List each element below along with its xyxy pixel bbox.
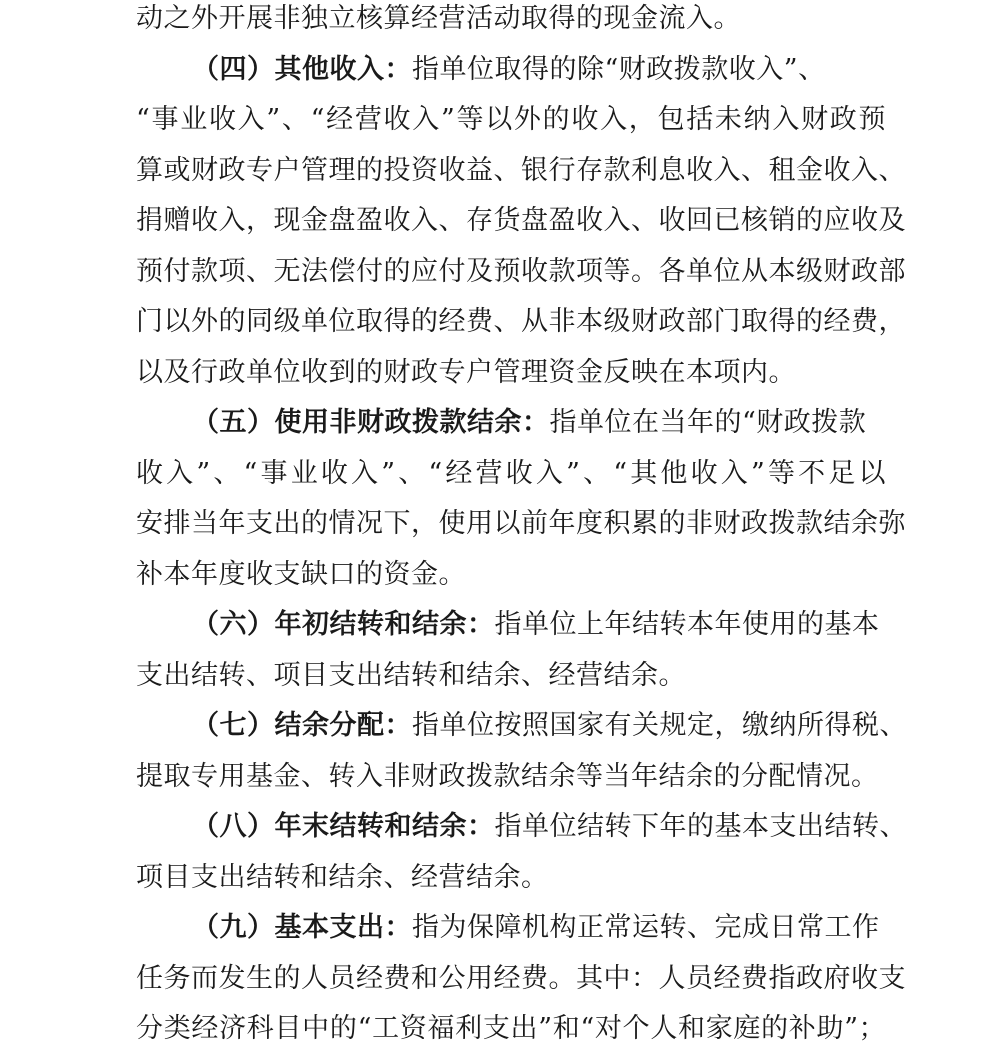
- text-line: [136, 1012, 886, 1046]
- section-heading: （六）年初结转和结余：: [192, 609, 495, 640]
- line-text: 分类经济科目中的“工资福利支出”和“对个人和家庭的补助”；: [136, 1013, 886, 1044]
- text-line: [136, 659, 686, 693]
- line-text: 指单位结转下年的基本支出结转、: [494, 811, 907, 842]
- line-text: 补本年度收支缺口的资金。: [136, 559, 466, 590]
- text-line: [136, 2, 741, 36]
- section-heading-line: [192, 810, 907, 844]
- section-heading: （七）结余分配：: [192, 710, 412, 741]
- section-heading-line: [192, 709, 907, 743]
- line-text: 门以外的同级单位取得的经费、从非本级财政部门取得的经费，: [136, 306, 906, 337]
- section-heading: （五）使用非财政拨款结余：: [192, 407, 550, 438]
- line-text: 项目支出结转和结余、经营结余。: [136, 862, 549, 893]
- line-text: 指单位在当年的“财政拨款: [549, 407, 867, 438]
- text-line: [136, 305, 906, 339]
- section-heading-line: [192, 608, 880, 642]
- text-line: [136, 204, 906, 238]
- text-line: [136, 154, 906, 188]
- line-text: 任务而发生的人员经费和公用经费。其中：人员经费指政府收支: [136, 963, 906, 994]
- line-text: 捐赠收入，现金盘盈收入、存货盘盈收入、收回已核销的应收及: [136, 205, 906, 236]
- line-text: 收入”、“事业收入”、“经营收入”、“其他收入”等不足以: [136, 458, 886, 489]
- section-heading-line: [192, 406, 866, 440]
- line-text: 指单位取得的除“财政拨款收入”、: [412, 54, 826, 85]
- line-text: 动之外开展非独立核算经营活动取得的现金流入。: [136, 3, 741, 34]
- text-line: [136, 255, 906, 289]
- line-text: 以及行政单位收到的财政专户管理资金反映在本项内。: [136, 357, 796, 388]
- text-line: [136, 457, 886, 491]
- text-line: [136, 356, 796, 390]
- line-text: 算或财政专户管理的投资收益、银行存款利息收入、租金收入、: [136, 155, 906, 186]
- line-text: 安排当年支出的情况下，使用以前年度积累的非财政拨款结余弥: [136, 508, 906, 539]
- text-line: [136, 760, 879, 794]
- text-line: [136, 507, 906, 541]
- section-heading: （九）基本支出：: [192, 912, 412, 943]
- text-line: [136, 558, 466, 592]
- section-heading: （八）年末结转和结余：: [192, 811, 495, 842]
- line-text: 指为保障机构正常运转、完成日常工作: [412, 912, 880, 943]
- line-text: “事业收入”、“经营收入”等以外的收入，包括未纳入财政预: [136, 104, 886, 135]
- section-heading: （四）其他收入：: [192, 54, 412, 85]
- line-text: 指单位上年结转本年使用的基本: [494, 609, 880, 640]
- section-heading-line: [192, 53, 826, 87]
- line-text: 预付款项、无法偿付的应付及预收款项等。各单位从本级财政部: [136, 256, 906, 287]
- section-heading-line: [192, 911, 880, 945]
- line-text: 支出结转、项目支出结转和结余、经营结余。: [136, 660, 686, 691]
- line-text: 指单位按照国家有关规定，缴纳所得税、: [412, 710, 907, 741]
- text-line: [136, 861, 549, 895]
- text-line: [136, 103, 886, 137]
- line-text: 提取专用基金、转入非财政拨款结余等当年结余的分配情况。: [136, 761, 879, 792]
- text-line: [136, 962, 906, 996]
